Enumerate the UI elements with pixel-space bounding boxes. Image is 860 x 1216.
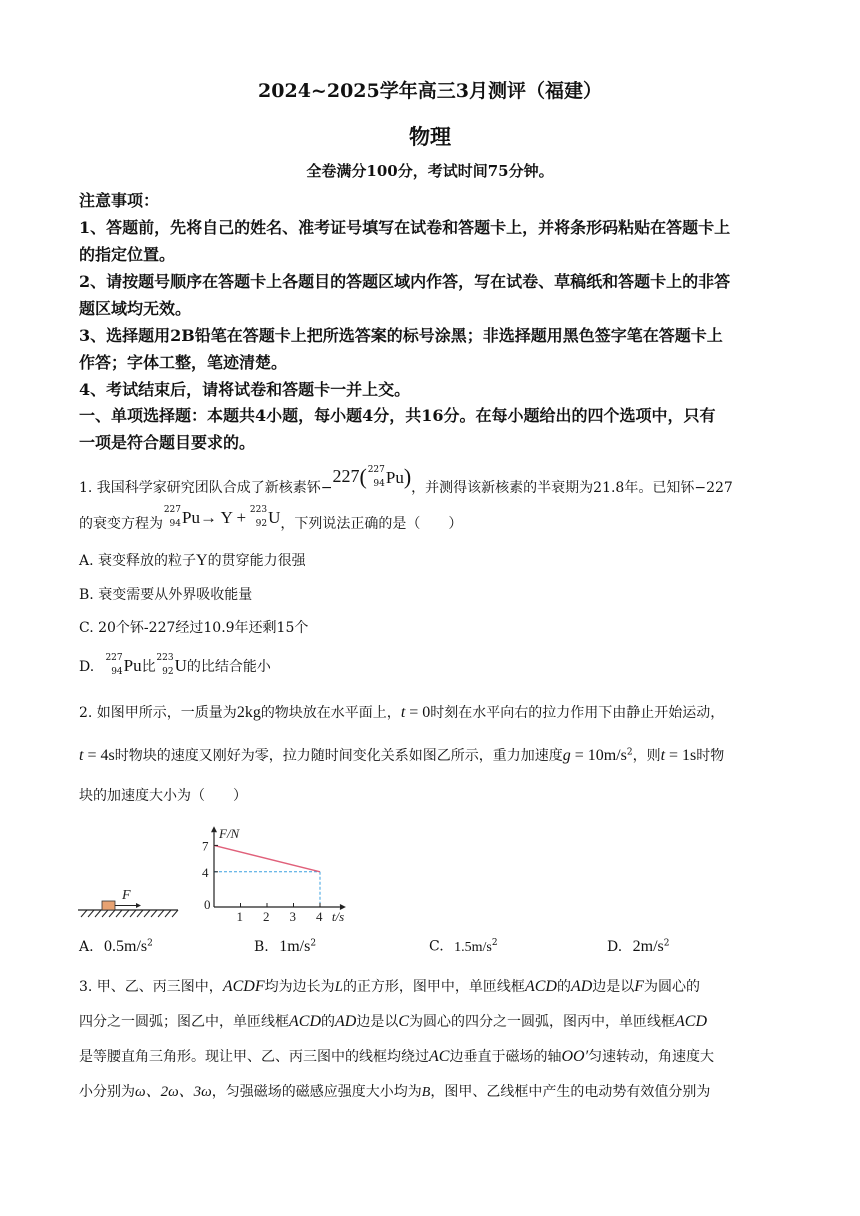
q2-option-a[interactable]: A. $0.5m/s^2$	[79, 938, 153, 955]
y-tick-label: 4	[202, 864, 209, 880]
force-label: F	[122, 888, 131, 903]
x-tick-label: 2	[263, 909, 270, 924]
q2-option-b[interactable]: B. $1m/s^2$	[254, 938, 317, 955]
q1-line1: 1. 我国科学家研究团队合成了新核素钚−227( 227 94 Pu)，并测得该新核素的半衰期为21.8年。已知钚−227	[79, 464, 733, 496]
q1-option-a[interactable]: A. 衰变释放的粒子Y的贯穿能力很强	[79, 552, 306, 569]
note-3-line1: 3、选择题用2B铅笔在答题卡上把所选答案的标号涂黑；非选择题用黑色签字笔在答题卡上	[79, 326, 723, 345]
note-3-line2: 作答；字体工整，笔迹清楚。	[79, 353, 288, 372]
section1-line1: 一、单项选择题：本题共4小题，每小题4分，共16分。在每小题给出的四个选项中，只有	[79, 406, 716, 425]
score-info: 全卷满分100分，考试时间75分钟。	[306, 162, 554, 180]
q3-line3: 是等腰直角三角形。现让甲、乙、丙三图中的线框均绕过AC边垂直于磁场的轴OO′匀速转动，角速度大	[79, 1048, 715, 1065]
q2-line1: 2. 如图甲所示，一质量为2kg的物块放在水平面上，t = 0时刻在水平向右的拉力作用下由静止开始运动，	[79, 704, 725, 721]
q3-line2: 四分之一圆弧；图乙中，单匝线框ACD的AD边是以C为圆心的四分之一圆弧，图丙中，单匝线框ACD	[79, 1013, 707, 1030]
note-1-line2: 的指定位置。	[79, 245, 176, 264]
q3-line4: 小分别为ω、2ω、3ω，匀强磁场的磁感应强度大小均为B，图甲、乙线框中产生的电动势有效值分别为	[79, 1084, 711, 1100]
x-axis-label: t/s	[331, 909, 345, 924]
block-rect	[102, 901, 115, 910]
note-2-line1: 2、请按题号顺序在答题卡上各题目的答题区域内作答，写在试卷、草稿纸和答题卡上的非答	[79, 272, 731, 291]
x-tick-label: 1	[236, 909, 243, 924]
force-time-chart	[192, 808, 362, 926]
q3-line1: 3. 甲、乙、丙三图中，ACDF均为边长为L的正方形，图甲中，单匝线框ACD的AD边是以F为圆心的	[79, 978, 701, 995]
exam-title: 2024~2025学年高三3月测评（福建）	[258, 80, 602, 102]
x-tick-label: 0	[204, 897, 211, 912]
q1-line2: 的衰变方程为 227 94 Pu→ Y + 223 92 U，下列说法正确的是（ ）	[79, 505, 463, 532]
force-line	[214, 845, 320, 871]
note-4: 4、考试结束后，请将试卷和答题卡一并上交。	[79, 380, 411, 399]
q1-option-d[interactable]: D. 227 94 Pu比 223 92 U的比结合能小	[79, 653, 271, 677]
x-tick-label: 4	[316, 909, 323, 924]
y-axis-arrow	[211, 826, 217, 832]
q2-option-d[interactable]: D. $2m/s^2$	[607, 938, 670, 955]
q2-option-c[interactable]: C. $1.5m/s^2$	[429, 938, 498, 955]
notes-heading: 注意事项：	[79, 191, 160, 210]
y-tick-label: 7	[202, 838, 209, 854]
pu-nuclide: 227 94	[367, 465, 385, 489]
note-2-line2: 题区域均无效。	[79, 299, 192, 318]
section1-line2: 一项是符合题目要求的。	[79, 433, 256, 452]
y-axis-label: F/N	[219, 826, 240, 842]
note-1-line1: 1、答题前，先将自己的姓名、准考证号填写在试卷和答题卡上，并将条形码粘贴在答题卡上	[79, 218, 731, 237]
x-tick-label: 3	[289, 909, 296, 924]
q1-option-c[interactable]: C. 20个钚-227经过10.9年还剩15个	[79, 620, 309, 636]
subject-title: 物理	[409, 124, 451, 149]
q1-option-b[interactable]: B. 衰变需要从外界吸收能量	[79, 587, 253, 603]
block-figure	[78, 880, 182, 920]
q2-line3: 块的加速度大小为（ ）	[79, 788, 247, 804]
q2-line2: t = 4s时物块的速度又刚好为零，拉力随时间变化关系如图乙所示，重力加速度$g = 10m/s^2$，则t = 1s时物	[79, 747, 725, 764]
